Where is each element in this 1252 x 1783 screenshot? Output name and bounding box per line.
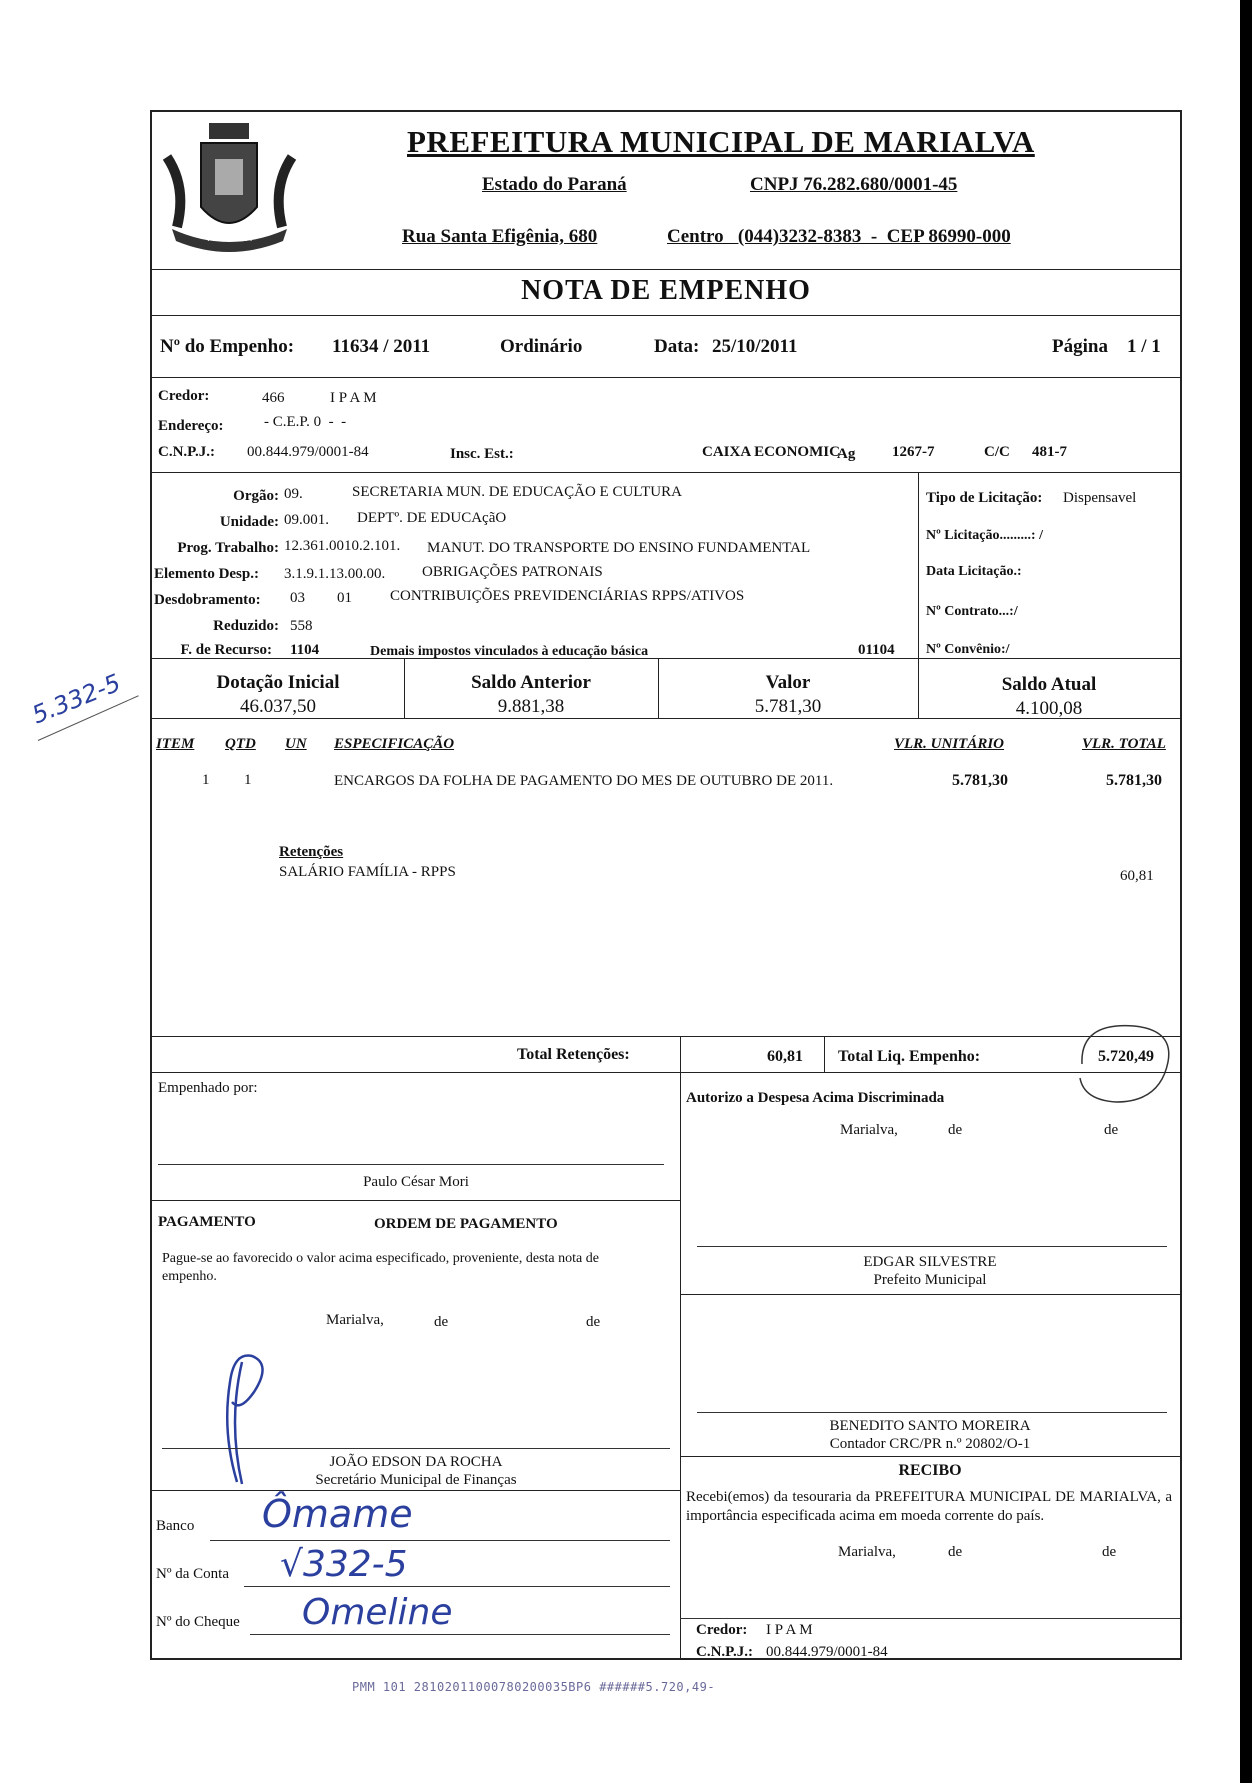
recibo-texto: Recebi(emos) da tesouraria da PREFEITURA MUNICIPAL DE MARIALVA, a importância especificada acima em moeda corrente do país. [686, 1489, 1172, 1524]
account-number: 481-7 [1032, 444, 1067, 460]
agency-label: Ag [837, 446, 856, 462]
recibo-title: RECIBO [898, 1462, 962, 1479]
recibo-credor: I P A M [766, 1622, 813, 1638]
total-liquido-label: Total Liq. Empenho: [838, 1048, 981, 1065]
saldo-anterior-label: Saldo Anterior [471, 672, 591, 693]
credor-bank: CAIXA ECONOMIC [702, 444, 840, 460]
recibo-de2: de [1102, 1544, 1117, 1560]
orgao-code: 09. [284, 486, 303, 502]
saldo-atual-value: 4.100,08 [1015, 698, 1083, 719]
credor-label: Credor: [158, 388, 210, 404]
pagamento-de2: de [586, 1314, 601, 1330]
valor-label: Valor [765, 672, 811, 693]
secretario-cargo: Secretário Municipal de Finanças [315, 1472, 517, 1488]
page-number: 1 / 1 [1127, 336, 1161, 357]
retencoes-label: Retenções [279, 844, 344, 860]
recurso-number: 01104 [858, 642, 895, 658]
cnpj-prefeitura: CNPJ 76.282.680/0001-45 [750, 174, 958, 195]
recibo-local: Marialva, [838, 1544, 896, 1560]
cnpj-label: C.N.P.J.: [158, 444, 215, 460]
reduzido-label: Reduzido: [213, 618, 279, 634]
svg-text:MARIALVA: MARIALVA [207, 234, 252, 244]
conta-handwritten: √332-5 [280, 1544, 408, 1585]
numero-licitacao: Nº Licitação.........: / [926, 528, 1043, 543]
credor-cnpj: 00.844.979/0001-84 [247, 444, 369, 460]
pagamento-label: PAGAMENTO [158, 1214, 256, 1230]
reduzido-value: 558 [290, 618, 313, 634]
cheque-handwritten: Omeline [302, 1592, 453, 1633]
date-label: Data: [654, 336, 700, 357]
empenhado-por-name: Paulo César Mori [363, 1174, 469, 1190]
recibo-credor-label: Credor: [696, 1622, 748, 1638]
recurso-code: 1104 [290, 642, 320, 658]
banco-handwritten: Ômame [262, 1492, 413, 1536]
col-especificacao-header: ESPECIFICAÇÃO [334, 736, 455, 752]
item-number: 1 [202, 772, 210, 788]
pagamento-texto: Pague-se ao favorecido o valor acima especificado, proveniente, desta nota de empenho. [162, 1251, 599, 1284]
total-retencoes-label: Total Retenções: [517, 1046, 630, 1063]
dotacao-inicial-label: Dotação Inicial [216, 672, 340, 693]
insc-label: Insc. Est.: [450, 446, 514, 462]
empenhado-por-label: Empenhado por: [158, 1080, 258, 1096]
total-retencoes-value: 60,81 [767, 1048, 803, 1065]
handwritten-circle [1062, 1014, 1177, 1114]
empenho-type: Ordinário [500, 336, 583, 357]
estado-label: Estado do Paraná [482, 174, 627, 195]
autorizo-label: Autorizo a Despesa Acima Discriminada [686, 1090, 945, 1106]
desdobramento-label: Desdobramento: [154, 592, 261, 608]
autorizo-local: Marialva, [840, 1122, 898, 1138]
orgao-name: SECRETARIA MUN. DE EDUCAÇÃO E CULTURA [352, 484, 682, 500]
contador-name: BENEDITO SANTO MOREIRA [829, 1418, 1031, 1434]
contador-cargo: Contador CRC/PR n.º 20802/O-1 [829, 1436, 1031, 1452]
prefeitura-title: PREFEITURA MUNICIPAL DE MARIALVA [407, 124, 1035, 159]
conta-label: Nº da Conta [156, 1566, 229, 1582]
margin-annotation: 5.332-5 [28, 668, 125, 730]
endereco-label: Endereço: [158, 418, 224, 434]
ordem-pagamento-label: ORDEM DE PAGAMENTO [374, 1216, 558, 1232]
nota-empenho-form [150, 110, 1182, 1660]
col-un-header: UN [285, 736, 307, 752]
autorizo-de1: de [948, 1122, 963, 1138]
elemento-name: OBRIGAÇÕES PATRONAIS [422, 564, 603, 580]
empenho-number-label: Nº do Empenho: [160, 336, 295, 357]
elemento-code: 3.1.9.1.13.00.00. [284, 566, 386, 582]
item-vlr-unitario: 5.781,30 [952, 772, 1008, 789]
recibo-de1: de [948, 1544, 963, 1560]
saldo-anterior-value: 9.881,38 [497, 696, 565, 717]
address-contact: Centro (044)3232-8383 - CEP 86990-000 [667, 226, 1011, 247]
prefeito-name: EDGAR SILVESTRE [863, 1254, 997, 1270]
agency-number: 1267-7 [892, 444, 935, 460]
prog-trabalho-label: Prog. Trabalho: [177, 540, 279, 556]
item-especificacao: ENCARGOS DA FOLHA DE PAGAMENTO DO MES DE OUTUBRO DE 2011. [334, 773, 834, 789]
numero-convenio: Nº Convênio:/ [926, 642, 1010, 657]
cheque-label: Nº do Cheque [156, 1614, 240, 1630]
total-liquido-value: 5.720,49 [1098, 1048, 1154, 1065]
credor-address: - C.E.P. 0 - - [264, 414, 347, 430]
page-label: Página [1052, 336, 1108, 357]
tipo-licitacao-label: Tipo de Licitação: [926, 490, 1043, 506]
recurso-name: Demais impostos vinculados à educação básica [370, 644, 649, 659]
footer-code: PMM 101 28102011000780200035BP6 ######5.720,49- [352, 1680, 716, 1694]
pagamento-local: Marialva, [326, 1312, 384, 1328]
banco-label: Banco [156, 1518, 195, 1534]
retencao-name: SALÁRIO FAMÍLIA - RPPS [279, 864, 456, 880]
data-licitacao: Data Licitação.: [926, 564, 1022, 579]
empenho-number: 11634 / 2011 [332, 336, 431, 357]
credor-name: I P A M [330, 390, 377, 406]
valor-value: 5.781,30 [754, 696, 822, 717]
account-label: C/C [984, 444, 1010, 460]
prefeito-cargo: Prefeito Municipal [873, 1272, 987, 1288]
desdobramento-name: CONTRIBUIÇÕES PREVIDENCIÁRIAS RPPS/ATIVOS [390, 588, 745, 604]
prog-trabalho-code: 12.361.0010.2.101. [284, 538, 401, 554]
recurso-label: F. de Recurso: [180, 642, 272, 658]
col-item-header: ITEM [156, 736, 195, 752]
unidade-label: Unidade: [219, 514, 279, 530]
col-qtd-header: QTD [225, 736, 256, 752]
address-street: Rua Santa Efigênia, 680 [402, 226, 598, 247]
retencao-value: 60,81 [1120, 868, 1154, 884]
recibo-cnpj: 00.844.979/0001-84 [766, 1644, 888, 1660]
recibo-cnpj-label: C.N.P.J.: [696, 1644, 753, 1660]
desdobramento-code1: 03 [290, 590, 305, 606]
item-qtd: 1 [244, 772, 252, 788]
prog-trabalho-name: MANUT. DO TRANSPORTE DO ENSINO FUNDAMENTAL [427, 540, 811, 556]
coat-of-arms-logo [157, 117, 302, 257]
unidade-code: 09.001. [284, 512, 329, 528]
item-vlr-total: 5.781,30 [1106, 772, 1162, 789]
orgao-label: Orgão: [233, 488, 279, 504]
document-title: NOTA DE EMPENHO [521, 275, 811, 306]
col-vlr-unitario-header: VLR. UNITÁRIO [894, 736, 1005, 752]
dotacao-inicial-value: 46.037,50 [240, 696, 316, 717]
empenho-date: 25/10/2011 [712, 336, 798, 357]
tipo-licitacao-value: Dispensavel [1063, 490, 1137, 506]
desdobramento-code2: 01 [337, 590, 352, 606]
pagamento-de1: de [434, 1314, 449, 1330]
autorizo-de2: de [1104, 1122, 1119, 1138]
secretario-name: JOÃO EDSON DA ROCHA [329, 1454, 503, 1470]
elemento-label: Elemento Desp.: [154, 566, 259, 582]
credor-code: 466 [262, 390, 285, 406]
unidade-name: DEPTº. DE EDUCAçãO [357, 510, 507, 526]
numero-contrato: Nº Contrato...:/ [926, 604, 1018, 619]
saldo-atual-label: Saldo Atual [1001, 674, 1097, 695]
col-vlr-total-header: VLR. TOTAL [1082, 736, 1166, 752]
